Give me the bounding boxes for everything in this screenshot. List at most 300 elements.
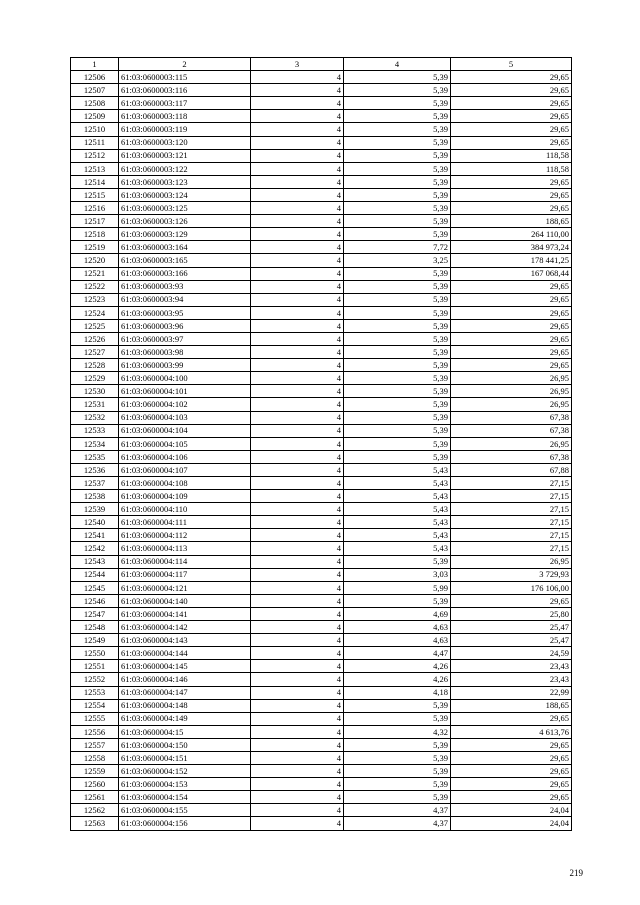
table-row xyxy=(71,254,572,267)
table-cell: 12522 xyxy=(71,280,119,293)
table-cell: 12556 xyxy=(71,725,119,738)
table-cell: 12561 xyxy=(71,791,119,804)
table-row xyxy=(71,686,572,699)
table-cell: 12551 xyxy=(71,660,119,673)
table-cell: 12524 xyxy=(71,306,119,319)
table-cell: 29,65 xyxy=(451,791,572,804)
table-cell: 61:03:0600004:114 xyxy=(119,555,251,568)
table-cell: 12535 xyxy=(71,450,119,463)
table-cell: 61:03:0600004:106 xyxy=(119,450,251,463)
table-cell: 178 441,25 xyxy=(451,254,572,267)
table-cell: 27,15 xyxy=(451,503,572,516)
table-row xyxy=(71,188,572,201)
table-cell: 61:03:0600003:115 xyxy=(119,71,251,84)
table-cell: 4 xyxy=(251,503,344,516)
table-cell: 12509 xyxy=(71,110,119,123)
table-cell: 12563 xyxy=(71,817,119,830)
table-cell: 12547 xyxy=(71,607,119,620)
table-cell: 12541 xyxy=(71,529,119,542)
table-cell: 61:03:0600003:121 xyxy=(119,149,251,162)
table-cell: 12562 xyxy=(71,804,119,817)
table-cell: 4 xyxy=(251,568,344,581)
table-row xyxy=(71,817,572,830)
table-cell: 5,39 xyxy=(344,84,451,97)
table-cell: 12559 xyxy=(71,765,119,778)
table-cell: 61:03:0600003:166 xyxy=(119,267,251,280)
table-row xyxy=(71,751,572,764)
table-cell: 24,04 xyxy=(451,804,572,817)
table-cell: 4 xyxy=(251,712,344,725)
table-cell: 5,39 xyxy=(344,778,451,791)
header-row xyxy=(71,58,572,71)
table-cell: 4 xyxy=(251,634,344,647)
table-cell: 264 110,00 xyxy=(451,228,572,241)
table-cell: 5,39 xyxy=(344,149,451,162)
table-cell: 61:03:0600004:108 xyxy=(119,477,251,490)
table-cell: 61:03:0600004:147 xyxy=(119,686,251,699)
table-cell: 4 xyxy=(251,149,344,162)
table-cell: 5,43 xyxy=(344,463,451,476)
table-cell: 4 xyxy=(251,84,344,97)
table-cell: 61:03:0600003:164 xyxy=(119,241,251,254)
table-cell: 61:03:0600004:144 xyxy=(119,647,251,660)
table-cell: 67,88 xyxy=(451,463,572,476)
table-cell: 61:03:0600004:148 xyxy=(119,699,251,712)
table-cell: 61:03:0600004:117 xyxy=(119,568,251,581)
table-cell: 5,39 xyxy=(344,372,451,385)
table-row xyxy=(71,647,572,660)
table-row xyxy=(71,149,572,162)
table-cell: 4 xyxy=(251,123,344,136)
table-row xyxy=(71,319,572,332)
table-cell: 12560 xyxy=(71,778,119,791)
table-cell: 5,39 xyxy=(344,123,451,136)
table-cell: 61:03:0600004:156 xyxy=(119,817,251,830)
table-cell: 4 xyxy=(251,71,344,84)
table-cell: 5,39 xyxy=(344,293,451,306)
table-cell: 7,72 xyxy=(344,241,451,254)
table-cell: 4 xyxy=(251,110,344,123)
table-row xyxy=(71,306,572,319)
table-cell: 4 xyxy=(251,555,344,568)
table-cell: 29,65 xyxy=(451,110,572,123)
table-row xyxy=(71,424,572,437)
table-cell: 12520 xyxy=(71,254,119,267)
table-cell: 12552 xyxy=(71,673,119,686)
table-cell: 4 xyxy=(251,738,344,751)
table-cell: 61:03:0600004:149 xyxy=(119,712,251,725)
table-cell: 4 xyxy=(251,332,344,345)
table-cell: 5,39 xyxy=(344,712,451,725)
table-row xyxy=(71,162,572,175)
table-row xyxy=(71,804,572,817)
table-row xyxy=(71,97,572,110)
table-cell: 26,95 xyxy=(451,555,572,568)
table-cell: 25,47 xyxy=(451,634,572,647)
table-row xyxy=(71,542,572,555)
table-body xyxy=(71,71,572,830)
table-row xyxy=(71,293,572,306)
table-cell: 61:03:0600003:123 xyxy=(119,175,251,188)
table-cell: 5,39 xyxy=(344,306,451,319)
table-cell: 61:03:0600004:140 xyxy=(119,594,251,607)
table-cell: 12543 xyxy=(71,555,119,568)
table-cell: 61:03:0600003:96 xyxy=(119,319,251,332)
table-cell: 4 xyxy=(251,241,344,254)
table-row xyxy=(71,594,572,607)
table-row xyxy=(71,529,572,542)
table-cell: 5,39 xyxy=(344,346,451,359)
table-cell: 4,37 xyxy=(344,804,451,817)
table-cell: 61:03:0600004:152 xyxy=(119,765,251,778)
table-cell: 12521 xyxy=(71,267,119,280)
table-cell: 4 xyxy=(251,621,344,634)
table-cell: 61:03:0600003:97 xyxy=(119,332,251,345)
table-cell: 5,43 xyxy=(344,490,451,503)
table-cell: 5,39 xyxy=(344,136,451,149)
table-cell: 4 xyxy=(251,280,344,293)
table-cell: 29,65 xyxy=(451,712,572,725)
table-cell: 61:03:0600004:143 xyxy=(119,634,251,647)
table-row xyxy=(71,228,572,241)
table-cell: 3 729,93 xyxy=(451,568,572,581)
column-header: 1 xyxy=(71,58,119,71)
table-cell: 4 xyxy=(251,162,344,175)
table-cell: 4,26 xyxy=(344,660,451,673)
table-cell: 4 xyxy=(251,188,344,201)
table-row xyxy=(71,411,572,424)
table-cell: 61:03:0600003:120 xyxy=(119,136,251,149)
table-cell: 23,43 xyxy=(451,673,572,686)
table-cell: 67,38 xyxy=(451,450,572,463)
table-cell: 67,38 xyxy=(451,424,572,437)
table-cell: 12525 xyxy=(71,319,119,332)
table-cell: 3,25 xyxy=(344,254,451,267)
table-cell: 4 xyxy=(251,398,344,411)
table-cell: 61:03:0600004:112 xyxy=(119,529,251,542)
table-cell: 5,39 xyxy=(344,791,451,804)
column-header: 5 xyxy=(451,58,572,71)
table-cell: 61:03:0600004:155 xyxy=(119,804,251,817)
table-cell: 4 xyxy=(251,647,344,660)
table-cell: 12511 xyxy=(71,136,119,149)
table-cell: 12557 xyxy=(71,738,119,751)
table-cell: 5,39 xyxy=(344,188,451,201)
table-cell: 29,65 xyxy=(451,136,572,149)
table-row xyxy=(71,241,572,254)
table-cell: 5,43 xyxy=(344,529,451,542)
table-cell: 29,65 xyxy=(451,280,572,293)
table-cell: 12528 xyxy=(71,359,119,372)
table-cell: 26,95 xyxy=(451,372,572,385)
table-cell: 61:03:0600004:104 xyxy=(119,424,251,437)
table-cell: 384 973,24 xyxy=(451,241,572,254)
table-cell: 29,65 xyxy=(451,97,572,110)
table-cell: 24,59 xyxy=(451,647,572,660)
table-row xyxy=(71,123,572,136)
table-cell: 4,69 xyxy=(344,607,451,620)
table-cell: 61:03:0600003:165 xyxy=(119,254,251,267)
table-cell: 27,15 xyxy=(451,516,572,529)
table-cell: 4 xyxy=(251,529,344,542)
table-row xyxy=(71,84,572,97)
table-cell: 29,65 xyxy=(451,202,572,215)
table-cell: 12527 xyxy=(71,346,119,359)
table-cell: 25,80 xyxy=(451,607,572,620)
table-cell: 12517 xyxy=(71,215,119,228)
table-cell: 4 xyxy=(251,411,344,424)
table-cell: 5,39 xyxy=(344,359,451,372)
table-row xyxy=(71,372,572,385)
table-cell: 5,39 xyxy=(344,738,451,751)
table-cell: 29,65 xyxy=(451,359,572,372)
table-cell: 12545 xyxy=(71,581,119,594)
table-cell: 12553 xyxy=(71,686,119,699)
table-cell: 27,15 xyxy=(451,529,572,542)
table-cell: 61:03:0600003:122 xyxy=(119,162,251,175)
table-row xyxy=(71,385,572,398)
table-cell: 5,39 xyxy=(344,215,451,228)
table-cell: 26,95 xyxy=(451,398,572,411)
table-row xyxy=(71,634,572,647)
table-cell: 4 xyxy=(251,424,344,437)
table-cell: 118,58 xyxy=(451,149,572,162)
table-cell: 12519 xyxy=(71,241,119,254)
table-cell: 29,65 xyxy=(451,188,572,201)
table-cell: 5,39 xyxy=(344,594,451,607)
table-cell: 29,65 xyxy=(451,293,572,306)
table-cell: 5,39 xyxy=(344,175,451,188)
table-cell: 4 xyxy=(251,699,344,712)
table-cell: 12558 xyxy=(71,751,119,764)
table-cell: 12537 xyxy=(71,477,119,490)
table-cell: 61:03:0600004:142 xyxy=(119,621,251,634)
table-cell: 5,39 xyxy=(344,424,451,437)
table-cell: 61:03:0600004:153 xyxy=(119,778,251,791)
table-cell: 5,43 xyxy=(344,503,451,516)
table-cell: 4,37 xyxy=(344,817,451,830)
table-cell: 5,39 xyxy=(344,398,451,411)
table-cell: 4 xyxy=(251,346,344,359)
column-header: 4 xyxy=(344,58,451,71)
table-cell: 61:03:0600004:103 xyxy=(119,411,251,424)
table-cell: 4 xyxy=(251,267,344,280)
table-row xyxy=(71,267,572,280)
table-row xyxy=(71,359,572,372)
table-row xyxy=(71,175,572,188)
table-cell: 12523 xyxy=(71,293,119,306)
table-cell: 4,32 xyxy=(344,725,451,738)
table-row xyxy=(71,398,572,411)
table-cell: 29,65 xyxy=(451,751,572,764)
table-cell: 61:03:0600003:116 xyxy=(119,84,251,97)
table-cell: 12516 xyxy=(71,202,119,215)
table-cell: 4 xyxy=(251,765,344,778)
table-cell: 61:03:0600003:126 xyxy=(119,215,251,228)
table-cell: 4 xyxy=(251,359,344,372)
table-cell: 12512 xyxy=(71,149,119,162)
table-cell: 29,65 xyxy=(451,332,572,345)
table-cell: 4 xyxy=(251,136,344,149)
table-cell: 61:03:0600003:93 xyxy=(119,280,251,293)
table-cell: 27,15 xyxy=(451,542,572,555)
table-cell: 61:03:0600003:125 xyxy=(119,202,251,215)
table-row xyxy=(71,581,572,594)
table-cell: 61:03:0600003:99 xyxy=(119,359,251,372)
table-cell: 5,39 xyxy=(344,555,451,568)
table-cell: 12526 xyxy=(71,332,119,345)
table-row xyxy=(71,555,572,568)
table-cell: 27,15 xyxy=(451,477,572,490)
table-cell: 12548 xyxy=(71,621,119,634)
table-cell: 61:03:0600004:146 xyxy=(119,673,251,686)
table-cell: 26,95 xyxy=(451,437,572,450)
table-cell: 4,18 xyxy=(344,686,451,699)
table-cell: 4 xyxy=(251,607,344,620)
table-cell: 12515 xyxy=(71,188,119,201)
table-row xyxy=(71,712,572,725)
table-cell: 24,04 xyxy=(451,817,572,830)
table-cell: 61:03:0600004:102 xyxy=(119,398,251,411)
table-cell: 61:03:0600003:124 xyxy=(119,188,251,201)
table-row xyxy=(71,725,572,738)
table-cell: 5,39 xyxy=(344,319,451,332)
table-row xyxy=(71,607,572,620)
table-cell: 5,43 xyxy=(344,477,451,490)
table-cell: 5,39 xyxy=(344,110,451,123)
table-cell: 5,39 xyxy=(344,280,451,293)
table-cell: 5,99 xyxy=(344,581,451,594)
table-row xyxy=(71,332,572,345)
table-row xyxy=(71,215,572,228)
table-cell: 5,39 xyxy=(344,332,451,345)
table-row xyxy=(71,673,572,686)
table-cell: 61:03:0600004:141 xyxy=(119,607,251,620)
table-cell: 23,43 xyxy=(451,660,572,673)
table-cell: 12518 xyxy=(71,228,119,241)
table-cell: 12507 xyxy=(71,84,119,97)
table-cell: 12544 xyxy=(71,568,119,581)
table-cell: 4,47 xyxy=(344,647,451,660)
table-cell: 5,39 xyxy=(344,450,451,463)
table-cell: 29,65 xyxy=(451,175,572,188)
table-row xyxy=(71,346,572,359)
table-cell: 4 xyxy=(251,686,344,699)
table-cell: 4 xyxy=(251,581,344,594)
table-cell: 29,65 xyxy=(451,346,572,359)
table-cell: 12514 xyxy=(71,175,119,188)
table-cell: 12539 xyxy=(71,503,119,516)
table-cell: 12549 xyxy=(71,634,119,647)
table-row xyxy=(71,765,572,778)
table-row xyxy=(71,463,572,476)
table-row xyxy=(71,71,572,84)
table-row xyxy=(71,778,572,791)
table-cell: 29,65 xyxy=(451,123,572,136)
table-cell: 12531 xyxy=(71,398,119,411)
table-cell: 4 xyxy=(251,437,344,450)
table-cell: 118,58 xyxy=(451,162,572,175)
table-row xyxy=(71,738,572,751)
table-cell: 12546 xyxy=(71,594,119,607)
table-cell: 4 xyxy=(251,817,344,830)
table-cell: 5,43 xyxy=(344,542,451,555)
column-header: 3 xyxy=(251,58,344,71)
table-cell: 5,43 xyxy=(344,516,451,529)
table-cell: 61:03:0600004:109 xyxy=(119,490,251,503)
table-row xyxy=(71,202,572,215)
table-cell: 5,39 xyxy=(344,699,451,712)
table-cell: 61:03:0600004:101 xyxy=(119,385,251,398)
table-cell: 5,39 xyxy=(344,411,451,424)
table-cell: 61:03:0600003:117 xyxy=(119,97,251,110)
table-cell: 29,65 xyxy=(451,738,572,751)
table-cell: 25,47 xyxy=(451,621,572,634)
table-cell: 4 xyxy=(251,660,344,673)
table-cell: 12536 xyxy=(71,463,119,476)
table-cell: 4 xyxy=(251,463,344,476)
table-row xyxy=(71,490,572,503)
table-cell: 4 xyxy=(251,306,344,319)
table-cell: 29,65 xyxy=(451,71,572,84)
table-cell: 61:03:0600004:110 xyxy=(119,503,251,516)
table-cell: 3,03 xyxy=(344,568,451,581)
table-cell: 61:03:0600004:151 xyxy=(119,751,251,764)
table-cell: 167 068,44 xyxy=(451,267,572,280)
table-cell: 176 106,00 xyxy=(451,581,572,594)
table-cell: 4 613,76 xyxy=(451,725,572,738)
page-number: 219 xyxy=(569,868,583,878)
table-cell: 61:03:0600004:100 xyxy=(119,372,251,385)
table-cell: 61:03:0600004:15 xyxy=(119,725,251,738)
table-cell: 29,65 xyxy=(451,594,572,607)
table-cell: 12530 xyxy=(71,385,119,398)
table-row xyxy=(71,516,572,529)
table-row xyxy=(71,110,572,123)
table-cell: 4 xyxy=(251,228,344,241)
table-row xyxy=(71,791,572,804)
table-cell: 12542 xyxy=(71,542,119,555)
table-cell: 4 xyxy=(251,293,344,306)
data-table xyxy=(70,57,572,831)
table-cell: 12538 xyxy=(71,490,119,503)
table-cell: 61:03:0600003:118 xyxy=(119,110,251,123)
table-cell: 12506 xyxy=(71,71,119,84)
table-cell: 5,39 xyxy=(344,71,451,84)
column-header: 2 xyxy=(119,58,251,71)
table-row xyxy=(71,503,572,516)
table-cell: 4 xyxy=(251,372,344,385)
table-cell: 4 xyxy=(251,594,344,607)
table-cell: 29,65 xyxy=(451,306,572,319)
table-cell: 4 xyxy=(251,791,344,804)
table-row xyxy=(71,450,572,463)
table-row xyxy=(71,568,572,581)
table-cell: 4 xyxy=(251,804,344,817)
table-cell: 61:03:0600004:145 xyxy=(119,660,251,673)
table-cell: 5,39 xyxy=(344,765,451,778)
table-cell: 188,65 xyxy=(451,699,572,712)
table-cell: 12532 xyxy=(71,411,119,424)
table-cell: 5,39 xyxy=(344,202,451,215)
table-cell: 5,39 xyxy=(344,162,451,175)
table-cell: 61:03:0600003:94 xyxy=(119,293,251,306)
table-cell: 27,15 xyxy=(451,490,572,503)
table-cell: 4 xyxy=(251,254,344,267)
table-cell: 4,63 xyxy=(344,634,451,647)
table-cell: 67,38 xyxy=(451,411,572,424)
table-cell: 12554 xyxy=(71,699,119,712)
